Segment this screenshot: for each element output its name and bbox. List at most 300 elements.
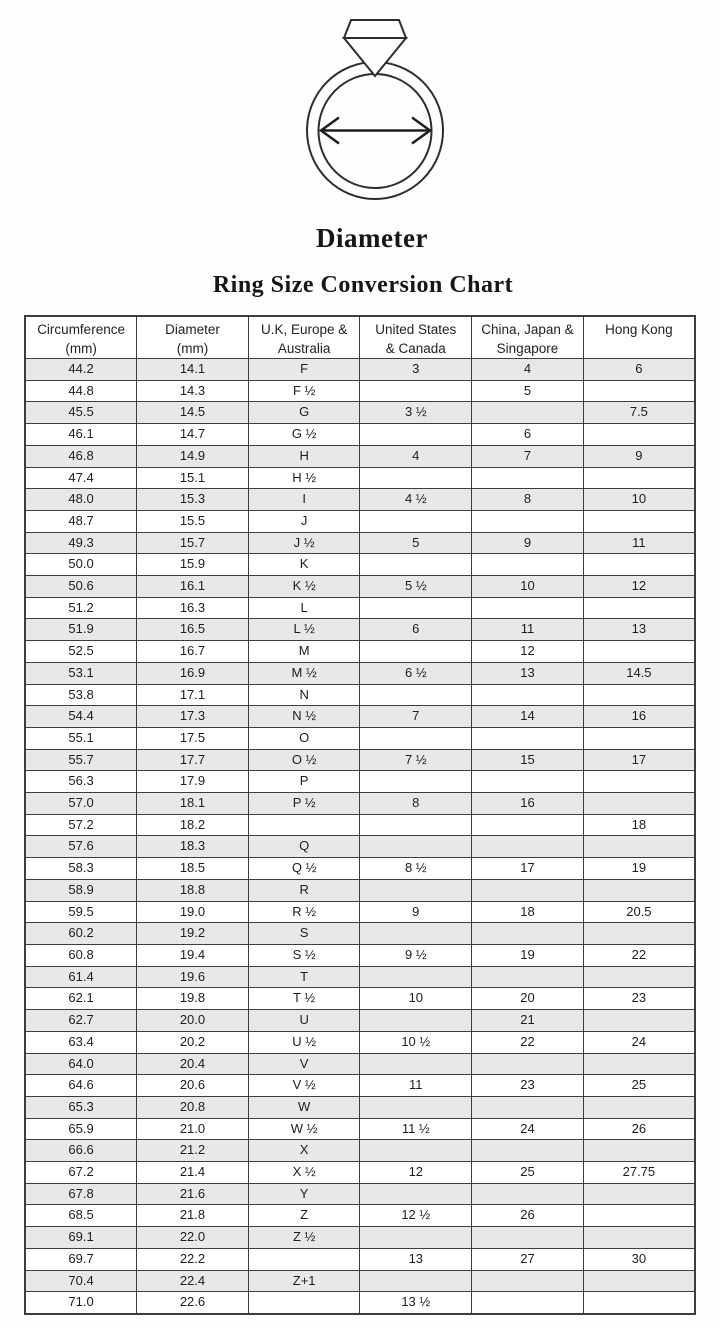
cell-us_canada xyxy=(360,597,472,619)
cell-diameter_mm: 22.0 xyxy=(137,1227,249,1249)
cell-circumference_mm: 55.1 xyxy=(25,727,137,749)
table-row xyxy=(25,684,695,706)
table-row xyxy=(25,1292,695,1314)
cell-hong_kong: 25 xyxy=(583,1075,695,1097)
cell-uk_europe_australia: L xyxy=(248,597,360,619)
cell-hong_kong: 24 xyxy=(583,1031,695,1053)
cell-us_canada: 12 xyxy=(360,1162,472,1184)
cell-us_canada xyxy=(360,380,472,402)
cell-china_japan_singapore xyxy=(472,727,584,749)
cell-circumference_mm: 58.3 xyxy=(25,858,137,880)
cell-uk_europe_australia: T ½ xyxy=(248,988,360,1010)
cell-china_japan_singapore: 6 xyxy=(472,424,584,446)
table-row xyxy=(25,1010,695,1032)
cell-hong_kong: 23 xyxy=(583,988,695,1010)
table-row xyxy=(25,532,695,554)
table-row xyxy=(25,619,695,641)
table-row xyxy=(25,966,695,988)
cell-hong_kong xyxy=(583,966,695,988)
cell-diameter_mm: 20.4 xyxy=(137,1053,249,1075)
cell-hong_kong: 11 xyxy=(583,532,695,554)
cell-diameter_mm: 17.3 xyxy=(137,706,249,728)
cell-china_japan_singapore xyxy=(472,966,584,988)
cell-china_japan_singapore xyxy=(472,1053,584,1075)
cell-diameter_mm: 16.9 xyxy=(137,662,249,684)
cell-diameter_mm: 14.7 xyxy=(137,424,249,446)
cell-circumference_mm: 51.9 xyxy=(25,619,137,641)
cell-uk_europe_australia: M xyxy=(248,641,360,663)
cell-us_canada: 10 xyxy=(360,988,472,1010)
cell-diameter_mm: 18.2 xyxy=(137,814,249,836)
table-row xyxy=(25,662,695,684)
cell-hong_kong: 14.5 xyxy=(583,662,695,684)
cell-circumference_mm: 48.0 xyxy=(25,489,137,511)
table-row xyxy=(25,424,695,446)
cell-diameter_mm: 20.8 xyxy=(137,1096,249,1118)
cell-uk_europe_australia xyxy=(248,1248,360,1270)
table-row xyxy=(25,489,695,511)
cell-diameter_mm: 15.3 xyxy=(137,489,249,511)
cell-uk_europe_australia: Z+1 xyxy=(248,1270,360,1292)
page-title: Ring Size Conversion Chart xyxy=(212,272,514,298)
cell-hong_kong xyxy=(583,1053,695,1075)
cell-china_japan_singapore: 27 xyxy=(472,1248,584,1270)
column-header-line: Hong Kong xyxy=(605,322,673,337)
column-header-line: (mm) xyxy=(176,341,209,356)
table-row xyxy=(25,749,695,771)
cell-diameter_mm: 21.0 xyxy=(137,1118,249,1140)
cell-china_japan_singapore xyxy=(472,467,584,489)
table-row xyxy=(25,793,695,815)
cell-china_japan_singapore xyxy=(472,1270,584,1292)
table-row xyxy=(25,727,695,749)
table-row xyxy=(25,510,695,532)
cell-us_canada: 11 xyxy=(360,1075,472,1097)
cell-circumference_mm: 48.7 xyxy=(25,510,137,532)
cell-us_canada: 13 ½ xyxy=(360,1292,472,1314)
cell-diameter_mm: 16.1 xyxy=(137,576,249,598)
cell-us_canada xyxy=(360,814,472,836)
table-row xyxy=(25,576,695,598)
ring-size-conversion-table xyxy=(24,315,696,1315)
cell-circumference_mm: 60.2 xyxy=(25,923,137,945)
diamond-ring-with-diameter-arrow-icon xyxy=(0,0,720,210)
cell-us_canada xyxy=(360,554,472,576)
cell-uk_europe_australia: N ½ xyxy=(248,706,360,728)
cell-circumference_mm: 60.8 xyxy=(25,944,137,966)
table-row xyxy=(25,1053,695,1075)
table-row xyxy=(25,901,695,923)
cell-us_canada xyxy=(360,510,472,532)
table-row xyxy=(25,1140,695,1162)
cell-us_canada xyxy=(360,771,472,793)
table-row xyxy=(25,359,695,381)
cell-uk_europe_australia: T xyxy=(248,966,360,988)
cell-us_canada xyxy=(360,923,472,945)
cell-circumference_mm: 57.2 xyxy=(25,814,137,836)
cell-china_japan_singapore: 16 xyxy=(472,793,584,815)
cell-hong_kong: 9 xyxy=(583,445,695,467)
cell-diameter_mm: 15.9 xyxy=(137,554,249,576)
cell-us_canada xyxy=(360,424,472,446)
table-row xyxy=(25,597,695,619)
cell-uk_europe_australia: X xyxy=(248,1140,360,1162)
cell-diameter_mm: 20.0 xyxy=(137,1010,249,1032)
cell-diameter_mm: 14.5 xyxy=(137,402,249,424)
table-row xyxy=(25,380,695,402)
cell-hong_kong: 27.75 xyxy=(583,1162,695,1184)
cell-us_canada: 4 xyxy=(360,445,472,467)
cell-china_japan_singapore: 13 xyxy=(472,662,584,684)
column-header-uk-europe-australia xyxy=(248,316,360,359)
cell-china_japan_singapore xyxy=(472,836,584,858)
cell-hong_kong: 18 xyxy=(583,814,695,836)
table-row xyxy=(25,988,695,1010)
cell-diameter_mm: 20.6 xyxy=(137,1075,249,1097)
cell-us_canada: 7 xyxy=(360,706,472,728)
cell-us_canada xyxy=(360,1183,472,1205)
cell-uk_europe_australia: H xyxy=(248,445,360,467)
cell-diameter_mm: 17.7 xyxy=(137,749,249,771)
cell-china_japan_singapore xyxy=(472,771,584,793)
cell-uk_europe_australia: V ½ xyxy=(248,1075,360,1097)
cell-uk_europe_australia: Q ½ xyxy=(248,858,360,880)
cell-circumference_mm: 50.0 xyxy=(25,554,137,576)
cell-hong_kong: 17 xyxy=(583,749,695,771)
table-row xyxy=(25,641,695,663)
cell-uk_europe_australia: S ½ xyxy=(248,944,360,966)
cell-diameter_mm: 14.1 xyxy=(137,359,249,381)
column-header-line: Australia xyxy=(277,341,331,356)
cell-uk_europe_australia: X ½ xyxy=(248,1162,360,1184)
cell-china_japan_singapore: 21 xyxy=(472,1010,584,1032)
cell-us_canada xyxy=(360,1096,472,1118)
cell-circumference_mm: 67.2 xyxy=(25,1162,137,1184)
table-row xyxy=(25,1205,695,1227)
cell-hong_kong xyxy=(583,510,695,532)
cell-diameter_mm: 16.7 xyxy=(137,641,249,663)
cell-china_japan_singapore: 14 xyxy=(472,706,584,728)
column-header-diameter xyxy=(137,316,249,359)
cell-diameter_mm: 22.6 xyxy=(137,1292,249,1314)
cell-circumference_mm: 64.6 xyxy=(25,1075,137,1097)
cell-circumference_mm: 52.5 xyxy=(25,641,137,663)
cell-circumference_mm: 44.2 xyxy=(25,359,137,381)
cell-circumference_mm: 61.4 xyxy=(25,966,137,988)
cell-hong_kong: 7.5 xyxy=(583,402,695,424)
cell-us_canada xyxy=(360,641,472,663)
cell-diameter_mm: 18.8 xyxy=(137,879,249,901)
table-row xyxy=(25,944,695,966)
cell-diameter_mm: 15.7 xyxy=(137,532,249,554)
cell-diameter_mm: 19.6 xyxy=(137,966,249,988)
cell-circumference_mm: 64.0 xyxy=(25,1053,137,1075)
column-header-china-japan-singapore xyxy=(472,316,584,359)
cell-uk_europe_australia: K xyxy=(248,554,360,576)
cell-uk_europe_australia: Q xyxy=(248,836,360,858)
cell-uk_europe_australia: S xyxy=(248,923,360,945)
cell-uk_europe_australia: K ½ xyxy=(248,576,360,598)
cell-china_japan_singapore xyxy=(472,1292,584,1314)
cell-diameter_mm: 18.5 xyxy=(137,858,249,880)
cell-uk_europe_australia: W ½ xyxy=(248,1118,360,1140)
cell-us_canada xyxy=(360,1053,472,1075)
cell-hong_kong xyxy=(583,641,695,663)
cell-hong_kong: 10 xyxy=(583,489,695,511)
table-row xyxy=(25,445,695,467)
cell-hong_kong xyxy=(583,836,695,858)
cell-circumference_mm: 65.9 xyxy=(25,1118,137,1140)
cell-hong_kong: 12 xyxy=(583,576,695,598)
cell-circumference_mm: 69.1 xyxy=(25,1227,137,1249)
cell-us_canada: 3 xyxy=(360,359,472,381)
cell-china_japan_singapore: 10 xyxy=(472,576,584,598)
column-header-circumference xyxy=(25,316,137,359)
cell-circumference_mm: 51.2 xyxy=(25,597,137,619)
cell-uk_europe_australia: J xyxy=(248,510,360,532)
cell-uk_europe_australia: R xyxy=(248,879,360,901)
cell-china_japan_singapore xyxy=(472,510,584,532)
column-header-us-canada xyxy=(360,316,472,359)
cell-uk_europe_australia: Y xyxy=(248,1183,360,1205)
cell-china_japan_singapore xyxy=(472,554,584,576)
cell-diameter_mm: 16.5 xyxy=(137,619,249,641)
cell-circumference_mm: 44.8 xyxy=(25,380,137,402)
cell-circumference_mm: 56.3 xyxy=(25,771,137,793)
cell-circumference_mm: 53.1 xyxy=(25,662,137,684)
cell-circumference_mm: 54.4 xyxy=(25,706,137,728)
cell-us_canada xyxy=(360,727,472,749)
cell-hong_kong xyxy=(583,467,695,489)
cell-china_japan_singapore: 4 xyxy=(472,359,584,381)
cell-uk_europe_australia xyxy=(248,814,360,836)
cell-hong_kong xyxy=(583,1140,695,1162)
cell-uk_europe_australia: P ½ xyxy=(248,793,360,815)
column-header-line: Circumference xyxy=(37,322,125,337)
cell-hong_kong: 16 xyxy=(583,706,695,728)
cell-circumference_mm: 69.7 xyxy=(25,1248,137,1270)
cell-diameter_mm: 17.1 xyxy=(137,684,249,706)
column-header-line: United States xyxy=(375,322,457,337)
cell-china_japan_singapore xyxy=(472,597,584,619)
cell-us_canada xyxy=(360,684,472,706)
cell-hong_kong: 6 xyxy=(583,359,695,381)
table-header-row xyxy=(25,316,695,359)
cell-uk_europe_australia: W xyxy=(248,1096,360,1118)
table-row xyxy=(25,858,695,880)
table-row xyxy=(25,1096,695,1118)
cell-hong_kong: 19 xyxy=(583,858,695,880)
cell-uk_europe_australia: H ½ xyxy=(248,467,360,489)
cell-us_canada xyxy=(360,879,472,901)
table-row xyxy=(25,1248,695,1270)
cell-china_japan_singapore: 15 xyxy=(472,749,584,771)
cell-hong_kong: 26 xyxy=(583,1118,695,1140)
cell-circumference_mm: 57.6 xyxy=(25,836,137,858)
cell-china_japan_singapore: 18 xyxy=(472,901,584,923)
cell-circumference_mm: 62.1 xyxy=(25,988,137,1010)
cell-china_japan_singapore: 11 xyxy=(472,619,584,641)
cell-diameter_mm: 21.6 xyxy=(137,1183,249,1205)
cell-us_canada: 11 ½ xyxy=(360,1118,472,1140)
cell-hong_kong xyxy=(583,1205,695,1227)
table-row xyxy=(25,554,695,576)
cell-us_canada xyxy=(360,1227,472,1249)
cell-uk_europe_australia: P xyxy=(248,771,360,793)
cell-uk_europe_australia: U ½ xyxy=(248,1031,360,1053)
table-row xyxy=(25,467,695,489)
table-row xyxy=(25,1162,695,1184)
cell-uk_europe_australia: O ½ xyxy=(248,749,360,771)
cell-hong_kong: 22 xyxy=(583,944,695,966)
cell-diameter_mm: 16.3 xyxy=(137,597,249,619)
column-header-line: Diameter xyxy=(165,322,220,337)
cell-diameter_mm: 21.4 xyxy=(137,1162,249,1184)
diamond-pavilion xyxy=(344,38,406,76)
cell-uk_europe_australia: F xyxy=(248,359,360,381)
cell-circumference_mm: 49.3 xyxy=(25,532,137,554)
cell-diameter_mm: 19.4 xyxy=(137,944,249,966)
cell-china_japan_singapore: 12 xyxy=(472,641,584,663)
cell-us_canada: 7 ½ xyxy=(360,749,472,771)
cell-uk_europe_australia: O xyxy=(248,727,360,749)
cell-circumference_mm: 71.0 xyxy=(25,1292,137,1314)
cell-china_japan_singapore xyxy=(472,1227,584,1249)
cell-us_canada: 13 xyxy=(360,1248,472,1270)
cell-circumference_mm: 58.9 xyxy=(25,879,137,901)
table-row xyxy=(25,1075,695,1097)
cell-china_japan_singapore xyxy=(472,1183,584,1205)
cell-uk_europe_australia: I xyxy=(248,489,360,511)
cell-china_japan_singapore: 7 xyxy=(472,445,584,467)
cell-china_japan_singapore: 17 xyxy=(472,858,584,880)
cell-hong_kong xyxy=(583,879,695,901)
cell-hong_kong xyxy=(583,1010,695,1032)
cell-hong_kong: 13 xyxy=(583,619,695,641)
cell-hong_kong xyxy=(583,1227,695,1249)
table-body xyxy=(25,359,695,1314)
cell-china_japan_singapore: 5 xyxy=(472,380,584,402)
table-row xyxy=(25,1118,695,1140)
cell-uk_europe_australia: R ½ xyxy=(248,901,360,923)
cell-circumference_mm: 67.8 xyxy=(25,1183,137,1205)
cell-china_japan_singapore xyxy=(472,1096,584,1118)
cell-uk_europe_australia: G ½ xyxy=(248,424,360,446)
cell-hong_kong xyxy=(583,923,695,945)
cell-uk_europe_australia: N xyxy=(248,684,360,706)
table-header xyxy=(25,316,695,359)
cell-circumference_mm: 63.4 xyxy=(25,1031,137,1053)
column-header-hong-kong xyxy=(583,316,695,359)
cell-diameter_mm: 20.2 xyxy=(137,1031,249,1053)
table-row xyxy=(25,879,695,901)
cell-diameter_mm: 19.2 xyxy=(137,923,249,945)
cell-china_japan_singapore xyxy=(472,1140,584,1162)
cell-circumference_mm: 46.8 xyxy=(25,445,137,467)
cell-diameter_mm: 21.8 xyxy=(137,1205,249,1227)
table-row xyxy=(25,923,695,945)
cell-circumference_mm: 47.4 xyxy=(25,467,137,489)
diameter-caption: Diameter xyxy=(316,223,428,253)
cell-hong_kong xyxy=(583,771,695,793)
cell-china_japan_singapore: 23 xyxy=(472,1075,584,1097)
cell-hong_kong: 20.5 xyxy=(583,901,695,923)
table-row xyxy=(25,706,695,728)
cell-diameter_mm: 18.1 xyxy=(137,793,249,815)
table-row xyxy=(25,1227,695,1249)
cell-us_canada xyxy=(360,467,472,489)
cell-diameter_mm: 17.5 xyxy=(137,727,249,749)
cell-china_japan_singapore: 24 xyxy=(472,1118,584,1140)
cell-circumference_mm: 46.1 xyxy=(25,424,137,446)
cell-us_canada: 9 xyxy=(360,901,472,923)
cell-us_canada: 9 ½ xyxy=(360,944,472,966)
cell-diameter_mm: 21.2 xyxy=(137,1140,249,1162)
column-header-line: U.K, Europe & xyxy=(260,322,348,337)
cell-china_japan_singapore: 22 xyxy=(472,1031,584,1053)
cell-circumference_mm: 57.0 xyxy=(25,793,137,815)
diamond-crown xyxy=(344,20,406,38)
cell-china_japan_singapore: 19 xyxy=(472,944,584,966)
cell-circumference_mm: 62.7 xyxy=(25,1010,137,1032)
cell-circumference_mm: 59.5 xyxy=(25,901,137,923)
cell-diameter_mm: 14.9 xyxy=(137,445,249,467)
table-row xyxy=(25,836,695,858)
cell-china_japan_singapore: 20 xyxy=(472,988,584,1010)
cell-diameter_mm: 18.3 xyxy=(137,836,249,858)
cell-uk_europe_australia: L ½ xyxy=(248,619,360,641)
cell-china_japan_singapore: 25 xyxy=(472,1162,584,1184)
cell-hong_kong xyxy=(583,1270,695,1292)
table-row xyxy=(25,402,695,424)
cell-china_japan_singapore xyxy=(472,879,584,901)
cell-china_japan_singapore xyxy=(472,402,584,424)
cell-diameter_mm: 15.5 xyxy=(137,510,249,532)
table-row xyxy=(25,771,695,793)
cell-circumference_mm: 55.7 xyxy=(25,749,137,771)
column-header-line: (mm) xyxy=(65,341,97,356)
cell-uk_europe_australia: V xyxy=(248,1053,360,1075)
cell-hong_kong xyxy=(583,1096,695,1118)
cell-uk_europe_australia: M ½ xyxy=(248,662,360,684)
cell-us_canada: 5 ½ xyxy=(360,576,472,598)
cell-hong_kong xyxy=(583,684,695,706)
cell-us_canada xyxy=(360,1270,472,1292)
cell-hong_kong xyxy=(583,554,695,576)
cell-uk_europe_australia: Z xyxy=(248,1205,360,1227)
cell-hong_kong xyxy=(583,597,695,619)
cell-hong_kong: 30 xyxy=(583,1248,695,1270)
cell-us_canada: 4 ½ xyxy=(360,489,472,511)
column-header-line: Singapore xyxy=(496,341,559,356)
column-header-line: & Canada xyxy=(385,341,446,356)
cell-china_japan_singapore: 26 xyxy=(472,1205,584,1227)
cell-diameter_mm: 19.0 xyxy=(137,901,249,923)
cell-circumference_mm: 53.8 xyxy=(25,684,137,706)
cell-circumference_mm: 45.5 xyxy=(25,402,137,424)
cell-us_canada: 12 ½ xyxy=(360,1205,472,1227)
cell-circumference_mm: 70.4 xyxy=(25,1270,137,1292)
cell-uk_europe_australia: F ½ xyxy=(248,380,360,402)
cell-uk_europe_australia: U xyxy=(248,1010,360,1032)
column-header-line: China, Japan & xyxy=(481,322,574,337)
cell-us_canada: 10 ½ xyxy=(360,1031,472,1053)
cell-hong_kong xyxy=(583,793,695,815)
cell-circumference_mm: 68.5 xyxy=(25,1205,137,1227)
cell-us_canada: 6 ½ xyxy=(360,662,472,684)
cell-diameter_mm: 14.3 xyxy=(137,380,249,402)
cell-uk_europe_australia xyxy=(248,1292,360,1314)
